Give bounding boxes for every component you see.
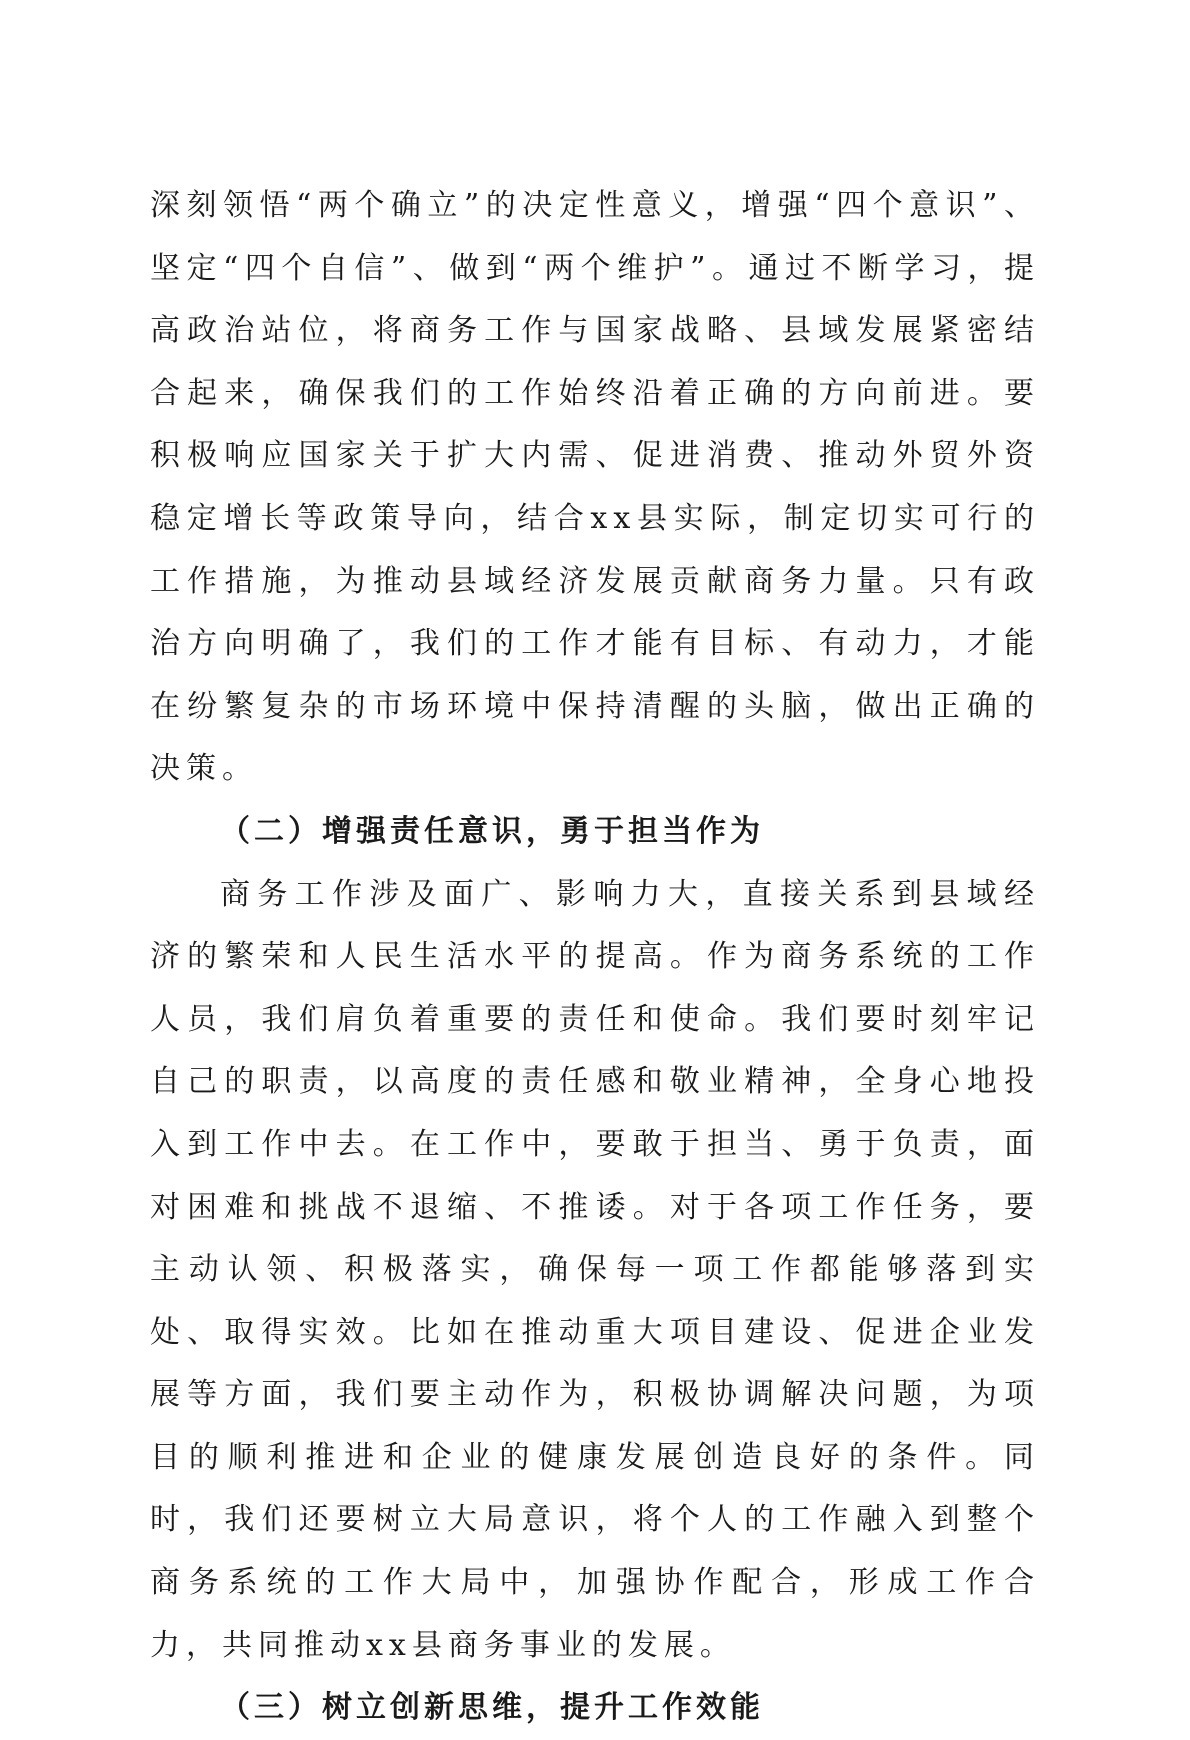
paragraph-responsibility: 商务工作涉及面广、影响力大，直接关系到县域经济的繁荣和人民生活水平的提高。作为商务系统的工作人员，我们肩负着重要的责任和使命。我们要时刻牢记自己的职责，以高度的责任感和敬业精神，全身心地投入到工作中去。在工作中，要敢于担当、勇于负责，面对困难和挑战不退缩、不推诿。对于各项工作任务，要主动认领、积极落实，确保每一项工作都能够落到实处、取得实效。比如在推动重大项目建设、促进企业发展等方面，我们要主动作为，积极协调解决问题，为项目的顺利推进和企业的健康发展创造良好的条件。同时，我们还要树立大局意识，将个人的工作融入到整个商务系统的工作大局中，加强协作配合，形成工作合力，共同推动xx县商务事业的发展。 (150, 876, 1040, 1663)
section-heading-innovation: （三）树立创新思维，提升工作效能 (220, 1690, 764, 1726)
section-heading-responsibility: （二）增强责任意识，勇于担当作为 (220, 813, 764, 849)
document-page (150, 175, 1040, 1740)
paragraph-political-direction: 深刻领悟“两个确立”的决定性意义，增强“四个意识”、坚定“四个自信”、做到“两个维护”。通过不断学习，提高政治站位，将商务工作与国家战略、县域发展紧密结合起来，确保我们的工作始终沿着正确的方向前进。要积极响应国家关于扩大内需、促进消费、推动外贸外资稳定增长等政策导向，结合xx县实际，制定切实可行的工作措施，为推动县域经济发展贡献商务力量。只有政治方向明确了，我们的工作才能有目标、有动力，才能在纷繁复杂的市场环境中保持清醒的头脑，做出正确的决策。 (150, 188, 1040, 787)
